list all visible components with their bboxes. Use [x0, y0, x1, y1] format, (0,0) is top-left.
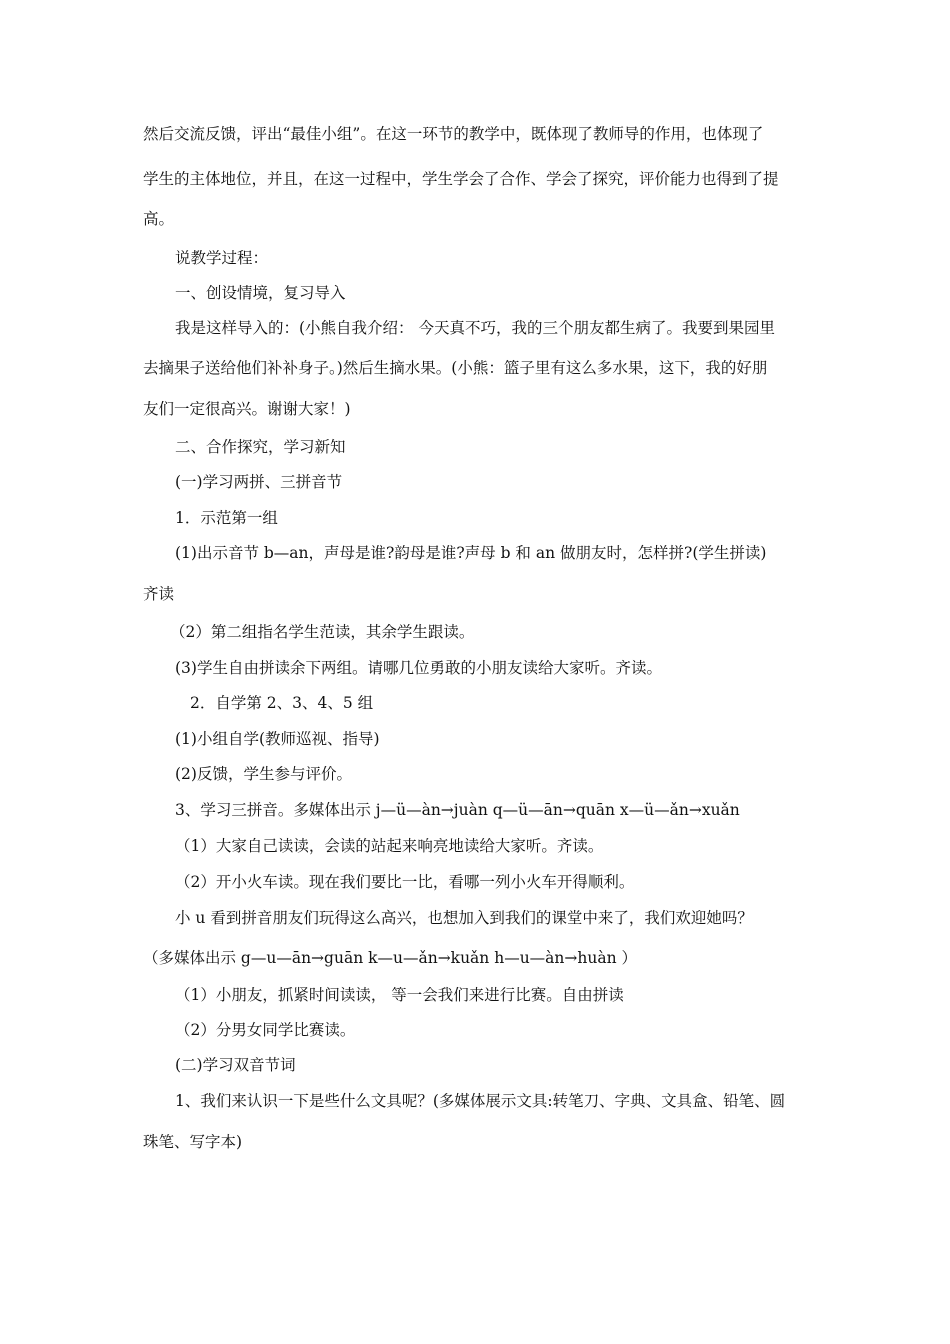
step-heading: 3、学习三拼音。多媒体出示 j—ü—àn→juàn q—ü—ān→quān x—ü—ǎn→xuǎn [175, 801, 740, 819]
paragraph-line: 1、我们来认识一下是些什么文具呢？(多媒体展示文具:转笔刀、字典、文具盒、铅笔、圆 [175, 1092, 786, 1110]
section-heading: 一、创设情境，复习导入 [175, 284, 346, 302]
paragraph-line: （多媒体出示 g—u—ān→guān k—u—ǎn→kuǎn h—u—àn→huàn ） [143, 949, 638, 967]
paragraph-line: （2）开小火车读。现在我们要比一比，看哪一列小火车开得顺利。 [175, 873, 635, 891]
subsection-heading: (二)学习双音节词 [175, 1056, 296, 1074]
paragraph-line: (3)学生自由拼读余下两组。请哪几位勇敢的小朋友读给大家听。齐读。 [175, 659, 662, 677]
paragraph-line: （2）第二组指名学生范读，其余学生跟读。 [170, 623, 475, 641]
paragraph-line: 小 u 看到拼音朋友们玩得这么高兴，也想加入到我们的课堂中来了，我们欢迎她吗？ [175, 909, 753, 927]
section-heading: 说教学过程： [175, 249, 269, 267]
paragraph-line: （2）分男女同学比赛读。 [175, 1021, 356, 1039]
paragraph-line: 学生的主体地位，并且，在这一过程中，学生学会了合作、学会了探究，评价能力也得到了提 [143, 170, 779, 188]
paragraph-line: (1)小组自学(教师巡视、指导) [175, 730, 380, 748]
step-heading: 2．自学第 2、3、4、5 组 [190, 694, 374, 712]
paragraph-line: 我是这样导入的：(小熊自我介绍： 今天真不巧，我的三个朋友都生病了。我要到果园里 [175, 319, 775, 337]
paragraph-line: 齐读 [143, 585, 175, 603]
step-heading: 1．示范第一组 [175, 509, 278, 527]
paragraph-line: (1)出示音节 b—an，声母是谁?韵母是谁?声母 b 和 an 做朋友时，怎样拼?(学生拼读) [175, 544, 767, 562]
paragraph-line: (2)反馈，学生参与评价。 [175, 765, 352, 783]
paragraph-line: 去摘果子送给他们补补身子。)然后生摘水果。(小熊：篮子里有这么多水果，这下，我的好朋 [143, 359, 768, 377]
section-heading: 二、合作探究，学习新知 [175, 438, 346, 456]
paragraph-line: 珠笔、写字本) [143, 1133, 243, 1151]
paragraph-line: 友们一定很高兴。谢谢大家！) [143, 400, 351, 418]
paragraph-line: 然后交流反馈，评出“最佳小组”。在这一环节的教学中，既体现了教师导的作用，也体现了 [143, 125, 764, 143]
paragraph-line: （1）大家自己读读，会读的站起来响亮地读给大家听。齐读。 [175, 837, 604, 855]
paragraph-line: （1）小朋友，抓紧时间读读， 等一会我们来进行比赛。自由拼读 [175, 986, 624, 1004]
subsection-heading: (一)学习两拼、三拼音节 [175, 473, 343, 491]
paragraph-line: 高。 [143, 210, 175, 228]
